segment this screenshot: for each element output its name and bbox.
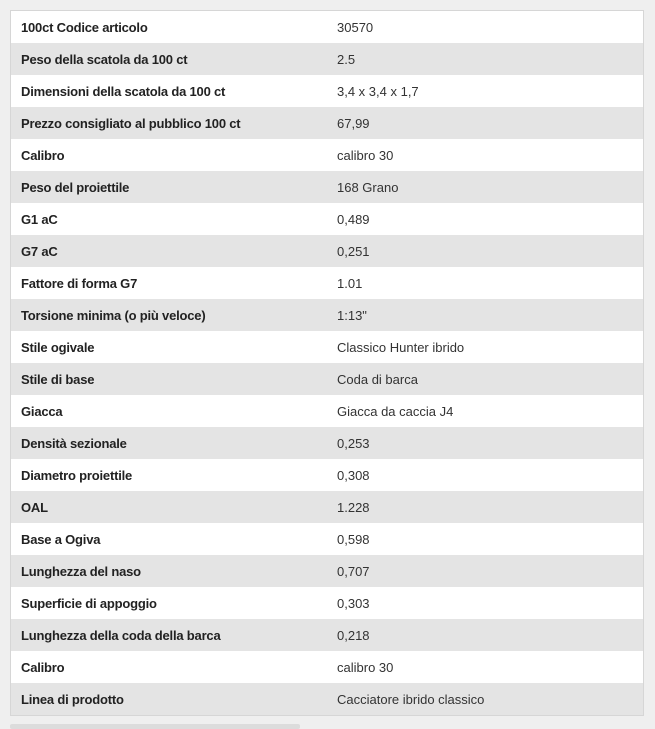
spec-value: 0,253 <box>337 435 370 451</box>
spec-label: Torsione minima (o più veloce) <box>21 307 206 323</box>
table-row <box>11 75 643 107</box>
spec-value: 67,99 <box>337 115 370 131</box>
spec-label: Calibro <box>21 659 65 675</box>
table-row <box>11 331 643 363</box>
spec-label: Prezzo consigliato al pubblico 100 ct <box>21 115 241 131</box>
spec-label: Linea di prodotto <box>21 691 124 707</box>
spec-label: Lunghezza del naso <box>21 563 141 579</box>
spec-label: Peso della scatola da 100 ct <box>21 51 188 67</box>
table-row <box>11 267 643 299</box>
spec-label: Superficie di appoggio <box>21 595 157 611</box>
spec-label: Dimensioni della scatola da 100 ct <box>21 83 226 99</box>
spec-value: 0,489 <box>337 211 370 227</box>
table-row <box>11 235 643 267</box>
spec-label: OAL <box>21 499 48 515</box>
horizontal-scrollbar[interactable] <box>10 724 300 729</box>
spec-label: Giacca <box>21 403 63 419</box>
table-row <box>11 651 643 683</box>
table-row <box>11 427 643 459</box>
spec-label: 100ct Codice articolo <box>21 19 148 35</box>
spec-label: Calibro <box>21 147 65 163</box>
table-row <box>11 395 643 427</box>
spec-label: G1 aC <box>21 211 58 227</box>
spec-value: Giacca da caccia J4 <box>337 403 454 419</box>
spec-label: Peso del proiettile <box>21 179 130 195</box>
spec-label: Base a Ogiva <box>21 531 101 547</box>
table-row <box>11 459 643 491</box>
spec-value: 2.5 <box>337 51 356 67</box>
spec-label: Lunghezza della coda della barca <box>21 627 221 643</box>
table-row <box>11 171 643 203</box>
table-row <box>11 107 643 139</box>
table-row <box>11 683 643 715</box>
spec-value: 3,4 x 3,4 x 1,7 <box>337 83 419 99</box>
specifications-table-container <box>10 10 644 716</box>
spec-value: 1.228 <box>337 499 370 515</box>
table-row <box>11 555 643 587</box>
spec-value: 1:13" <box>337 307 367 323</box>
spec-value: Coda di barca <box>337 371 418 387</box>
spec-label: Stile ogivale <box>21 339 95 355</box>
spec-value: Cacciatore ibrido classico <box>337 691 485 707</box>
table-row <box>11 299 643 331</box>
spec-value: calibro 30 <box>337 147 394 163</box>
spec-value: Classico Hunter ibrido <box>337 339 465 355</box>
specifications-table-body <box>11 11 643 715</box>
spec-value: 0,598 <box>337 531 370 547</box>
table-row <box>11 587 643 619</box>
spec-label: Fattore di forma G7 <box>21 275 138 291</box>
spec-label: Diametro proiettile <box>21 467 133 483</box>
table-row <box>11 363 643 395</box>
specifications-table <box>11 11 643 715</box>
spec-value: 1.01 <box>337 275 363 291</box>
spec-value: 0,308 <box>337 467 370 483</box>
table-row <box>11 11 643 43</box>
spec-value: 0,303 <box>337 595 370 611</box>
table-row <box>11 43 643 75</box>
spec-value: calibro 30 <box>337 659 394 675</box>
table-row <box>11 619 643 651</box>
spec-value: 168 Grano <box>337 179 399 195</box>
spec-label: Stile di base <box>21 371 95 387</box>
spec-value: 0,707 <box>337 563 370 579</box>
spec-value: 30570 <box>337 19 374 35</box>
spec-label: G7 aC <box>21 243 58 259</box>
table-row <box>11 523 643 555</box>
table-row <box>11 491 643 523</box>
table-row <box>11 139 643 171</box>
table-row <box>11 203 643 235</box>
spec-label: Densità sezionale <box>21 435 127 451</box>
spec-value: 0,218 <box>337 627 370 643</box>
spec-value: 0,251 <box>337 243 370 259</box>
